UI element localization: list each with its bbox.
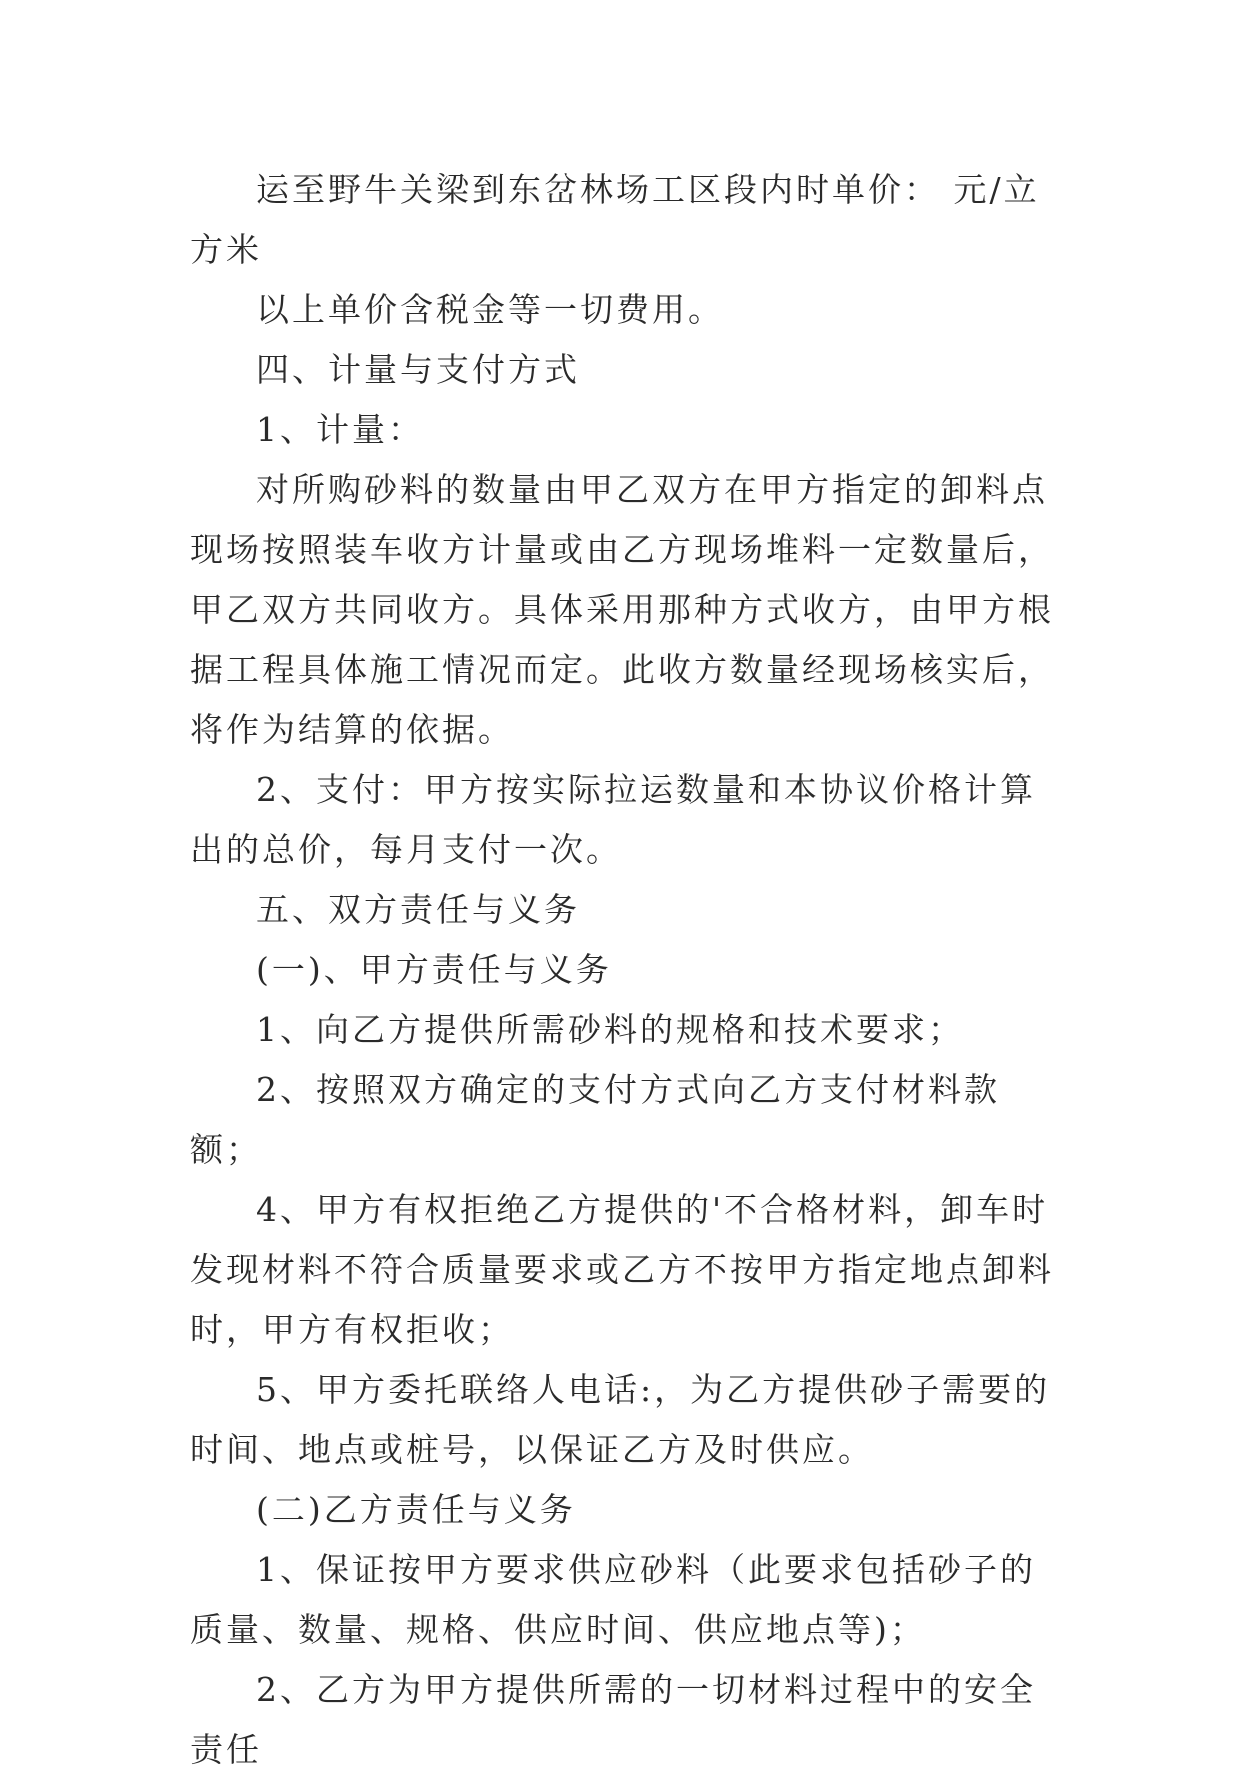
document-body (190, 160, 1070, 1780)
party-a-item-1: 1、向乙方提供所需砂料的规格和技术要求； (256, 1010, 964, 1049)
payment-paragraph: 2、支付：甲方按实际拉运数量和本协议价格计算出的总价，每月支付一次。 (190, 770, 1036, 869)
tax-note: 以上单价含税金等一切费用。 (256, 290, 724, 329)
party-a-item-5: 5、甲方委托联络人电话:，为乙方提供砂子需要的时间、地点或桩号，以保证乙方及时供应。 (190, 1370, 1051, 1469)
section-heading-responsibilities: 五、双方责任与义务 (256, 890, 580, 929)
measurement-paragraph: 对所购砂料的数量由甲乙双方在甲方指定的卸料点现场按照装车收方计量或由乙方现场堆料一定数量后，甲乙双方共同收方。具体采用那种方式收方，由甲方根据工程具体施工情况而定。此收方数量经现场核实后，将作为结算的依据。 (190, 470, 1054, 749)
party-b-item-2: 2、乙方为甲方提供所需的一切材料过程中的安全责任 (190, 1670, 1036, 1769)
party-a-item-4: 4、甲方有权拒绝乙方提供的'不合格材料，卸车时发现材料不符合质量要求或乙方不按甲方指定地点卸料时，甲方有权拒收； (190, 1190, 1054, 1349)
unit-price-line: 运至野牛关梁到东岔林场工区段内时单价： 元/立方米 (190, 170, 1040, 269)
subheading-measurement: 1、计量： (256, 410, 424, 449)
section-heading-measurement-payment: 四、计量与支付方式 (256, 350, 580, 389)
subheading-party-a: (一)、甲方责任与义务 (256, 950, 612, 989)
party-a-item-2: 2、按照双方确定的支付方式向乙方支付材料款额； (190, 1070, 1000, 1169)
party-b-item-1: 1、保证按甲方要求供应砂料（此要求包括砂子的质量、数量、规格、供应时间、供应地点等)； (190, 1550, 1036, 1649)
subheading-party-b: (二)乙方责任与义务 (256, 1490, 576, 1529)
